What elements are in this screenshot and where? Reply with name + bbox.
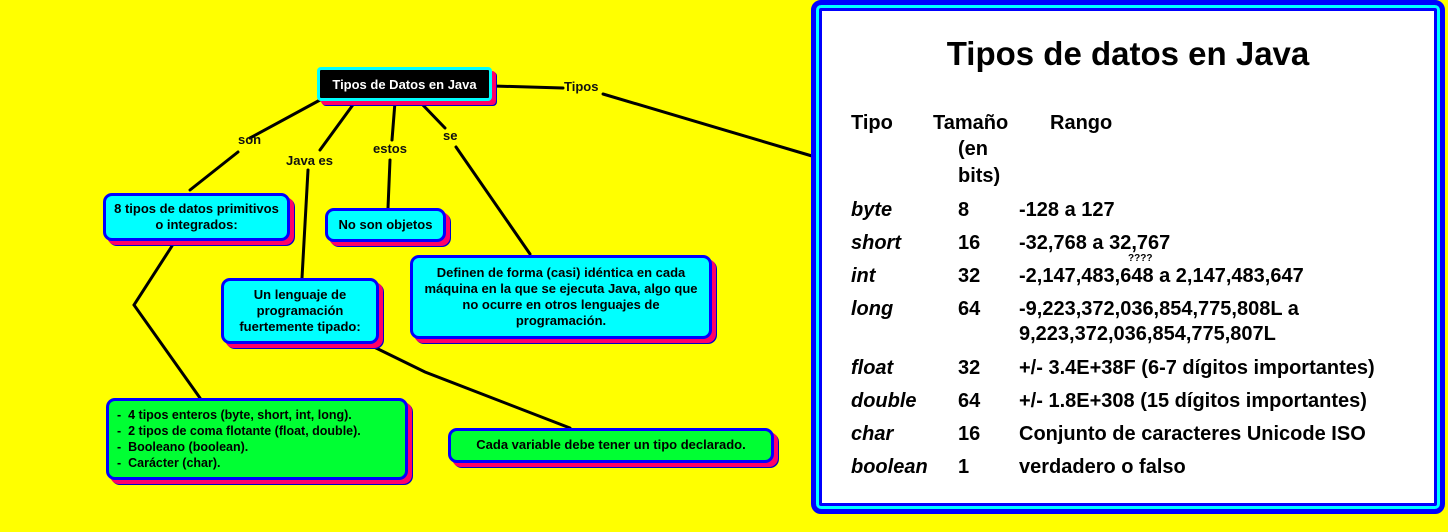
node-variable-label: Cada variable debe tener un tipo declarado.	[476, 437, 746, 453]
cell-tipo-byte: byte	[851, 199, 893, 221]
types-list	[117, 407, 361, 472]
node-lenguaje-label: Un lenguaje de programación fuertemente tipado:	[239, 286, 361, 335]
header-tamano-sub1: (en	[958, 138, 988, 160]
node-primitivos	[103, 193, 290, 241]
list-item: - Booleano (boolean).	[117, 439, 361, 455]
cell-tipo-boolean: boolean	[851, 456, 928, 478]
node-no-objetos	[325, 208, 446, 242]
root-node-label: Tipos de Datos en Java	[332, 76, 477, 92]
link-estos-objetos	[388, 160, 390, 208]
list-item: - Carácter (char).	[117, 455, 361, 471]
cell-rango-char: Conjunto de caracteres Unicode ISO	[1019, 423, 1366, 445]
node-definen-label: Definen de forma (casi) idéntica en cada máquina en la que se ejecuta Java, algo que no ocurre en otros lenguajes de programación.	[424, 264, 698, 329]
list-item: - 4 tipos enteros (byte, short, int, long).	[117, 407, 361, 423]
node-tipos-lista	[106, 398, 408, 480]
link-label-tipos: Tipos	[564, 79, 599, 94]
link-javaes-lenguaje	[302, 170, 308, 278]
link-root-estos	[392, 102, 395, 140]
cell-rango-float: +/- 3.4E+38F (6-7 dígitos importantes)	[1019, 357, 1375, 379]
table-title: Tipos de datos en Java	[946, 35, 1310, 72]
list-item: - 2 tipos de coma flotante (float, double).	[117, 423, 361, 439]
link-primitivos-list	[134, 246, 200, 398]
cell-tamano-int: 32	[958, 265, 981, 287]
cell-tipo-int: int	[851, 265, 876, 287]
link-label-son: son	[238, 132, 262, 147]
link-label-java-es: Java es	[286, 153, 333, 168]
cell-rango-long-cont: 9,223,372,036,854,775,807L	[1019, 323, 1276, 345]
cell-tamano-short: 16	[958, 232, 981, 254]
cell-tamano-char: 16	[958, 423, 981, 445]
link-se-definen	[456, 147, 530, 254]
cell-rango-int: -2,147,483,648 a 2,147,483,647	[1019, 265, 1304, 287]
cell-rango-long: -9,223,372,036,854,775,808L a	[1019, 298, 1299, 320]
node-lenguaje	[221, 278, 379, 344]
link-tipos-table	[603, 94, 812, 156]
cell-rango-short: -32,768 a 32,767	[1019, 232, 1171, 254]
cell-rango-double: +/- 1.8E+308 (15 dígitos importantes)	[1019, 390, 1367, 412]
link-son-primitivos	[190, 152, 238, 190]
annotation-question-marks: ????	[1128, 253, 1153, 264]
cell-tipo-short: short	[851, 232, 901, 254]
root-node	[317, 67, 492, 101]
cell-rango-byte: -128 a 127	[1019, 199, 1115, 221]
link-label-se: se	[443, 128, 458, 143]
node-primitivos-label: 8 tipos de datos primitivos o integrados:	[114, 200, 279, 232]
link-root-se	[420, 102, 445, 128]
link-root-tipos	[493, 86, 563, 88]
cell-tipo-float: float	[851, 357, 894, 379]
cell-tipo-char: char	[851, 423, 894, 445]
header-tamano-sub2: bits)	[958, 165, 1001, 187]
node-definen	[410, 255, 712, 339]
node-variable	[448, 428, 774, 463]
cell-rango-boolean: verdadero o falso	[1019, 456, 1186, 478]
cell-tamano-float: 32	[958, 357, 981, 379]
cell-tamano-long: 64	[958, 298, 981, 320]
link-label-estos: estos	[373, 141, 407, 156]
header-tamano: Tamaño	[933, 112, 1009, 134]
cell-tamano-boolean: 1	[958, 456, 970, 478]
header-tipo: Tipo	[851, 112, 893, 134]
cell-tipo-long: long	[851, 298, 894, 320]
node-no-objetos-label: No son objetos	[338, 216, 433, 232]
link-root-javaes	[320, 102, 355, 150]
cell-tamano-double: 64	[958, 390, 981, 412]
cell-tipo-double: double	[851, 390, 917, 412]
cell-tamano-byte: 8	[958, 199, 970, 221]
header-rango: Rango	[1050, 112, 1113, 134]
data-types-table-panel	[811, 0, 1445, 514]
